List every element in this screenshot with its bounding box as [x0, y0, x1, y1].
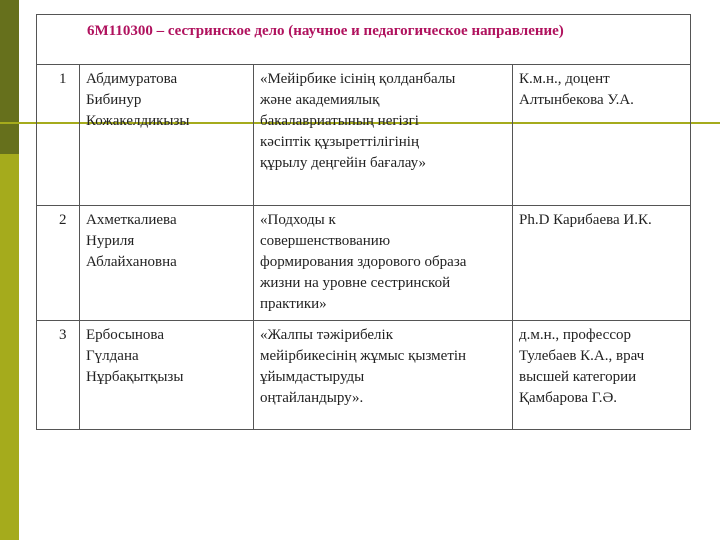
row-number: 3 [37, 321, 80, 430]
student-name [80, 321, 254, 430]
topic-line: және академиялық [260, 92, 380, 108]
supervisor-line: К.м.н., доцент [519, 71, 610, 87]
student-name [80, 65, 254, 206]
thesis-topic [254, 65, 513, 206]
topic-line: «Мейірбике ісінің қолданбалы [260, 71, 456, 87]
topic-line-justified [260, 210, 506, 231]
table-header-row [37, 15, 691, 65]
topic-line: кәсіптік құзыреттілігінің [260, 134, 419, 150]
name-line: Гүлдана [86, 348, 139, 364]
supervisor-line: высшей категории [519, 369, 637, 385]
supervisor-line: Тулебаев К.А., врач [519, 348, 645, 364]
row-number: 2 [37, 206, 80, 321]
name-line: Аблайхановна [86, 254, 177, 270]
supervisor [513, 321, 691, 430]
name-line: Абдимуратова [86, 71, 178, 87]
supervisor-line: Қамбарова Г.Ә. [519, 390, 618, 406]
name-line: Ахметкалиева [86, 212, 177, 228]
thesis-table [36, 14, 691, 430]
supervisor [513, 206, 691, 321]
row-number: 1 [37, 65, 80, 206]
table-row [37, 65, 691, 206]
name-line: Ербосынова [86, 327, 164, 343]
topic-line: «Подходы к [260, 212, 336, 228]
topic-line: формирования здорового образа [260, 254, 467, 270]
name-line: Нұрбақытқызы [86, 369, 184, 385]
table-row [37, 321, 691, 430]
supervisor-line: Алтынбекова У.А. [519, 92, 634, 108]
name-line: Бибинур [86, 92, 142, 108]
topic-line: бакалавриатының негізгі [260, 113, 419, 129]
page-title: 6M110300 – сестринское дело (научное и педагогическое направление) [87, 23, 564, 39]
table-title-cell [37, 15, 691, 65]
topic-line: «Жалпы тәжірибелік [260, 327, 394, 343]
topic-line: құрылу деңгейін бағалау» [260, 155, 426, 171]
supervisor-line: Ph.D Карибаева И.К. [519, 212, 652, 228]
topic-line: совершенствованию [260, 233, 391, 249]
decorative-bar-light [0, 154, 19, 540]
topic-line: оңтайландыру». [260, 390, 364, 406]
supervisor [513, 65, 691, 206]
topic-line: жизни на уровне сестринской [260, 275, 451, 291]
student-name [80, 206, 254, 321]
name-line: Кожакелдикызы [86, 113, 190, 129]
decorative-bar-dark [0, 0, 19, 154]
thesis-topic [254, 206, 513, 321]
supervisor-line: д.м.н., профессор [519, 327, 631, 343]
name-line: Нуриля [86, 233, 135, 249]
thesis-topic [254, 321, 513, 430]
table-row [37, 206, 691, 321]
topic-line: мейірбикесінің жұмыс қызметін [260, 348, 467, 364]
topic-line: ұйымдастыруды [260, 369, 365, 385]
topic-line: практики» [260, 296, 327, 312]
